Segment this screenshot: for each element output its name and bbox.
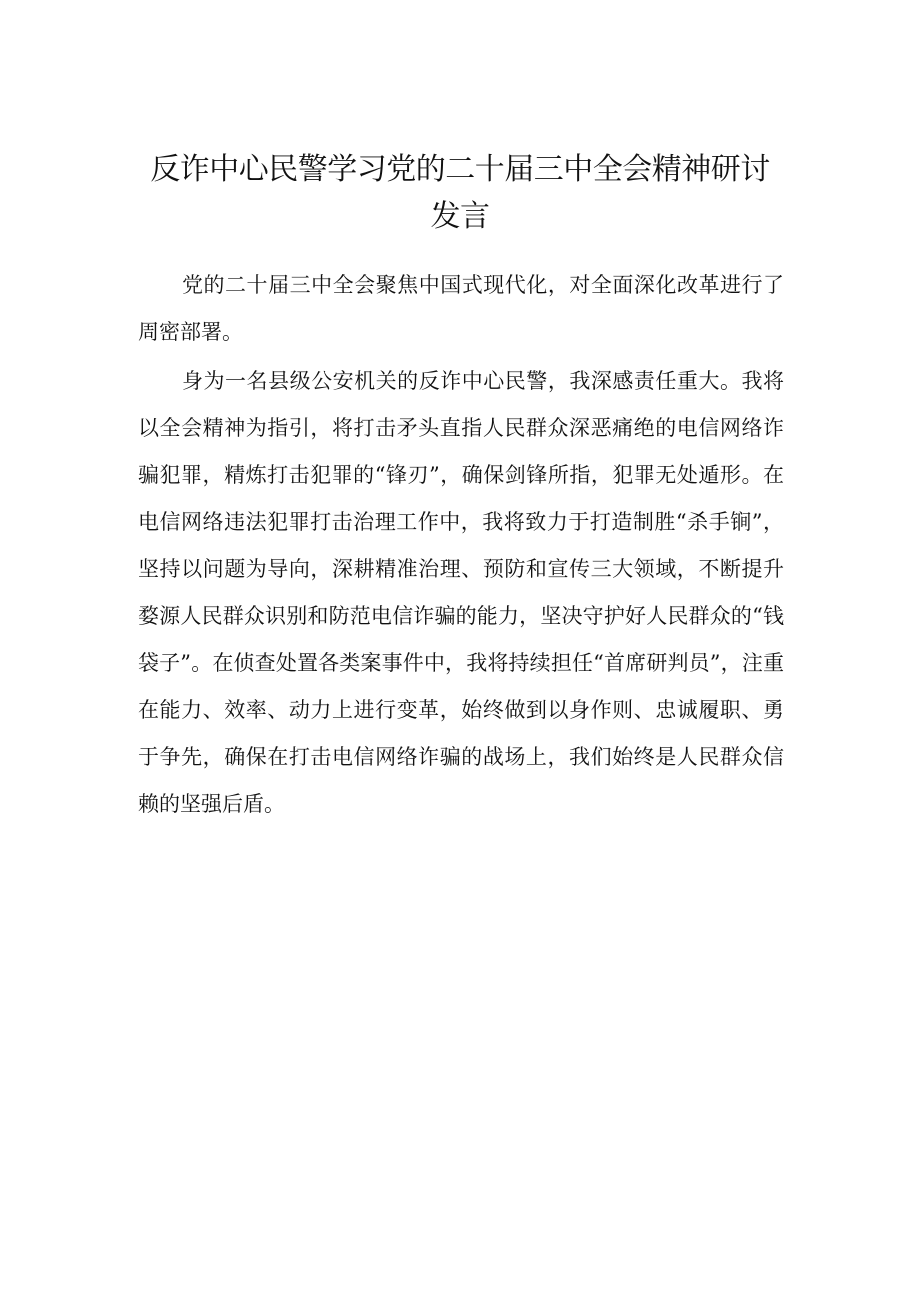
paragraph-1: 党的二十届三中全会聚焦中国式现代化，对全面深化改革进行了周密部署。	[138, 273, 784, 344]
paragraph-2: 身为一名县级公安机关的反诈中心民警，我深感责任重大。我将以全会精神为指引，将打击矛头直指人民群众深恶痛绝的电信网络诈骗犯罪，精炼打击犯罪的“锋刃”，确保剑锋所指，犯罪无处遁形。在电信网络违法犯罪打击治理工作中，我将致力于打造制胜“杀手锏”，坚持以问题为导向，深耕精准治理、预防和宣传三大领域，不断提升婺源人民群众识别和防范电信诈骗的能力，坚决守护好人民群众的“钱袋子”。在侦查处置各类案事件中，我将持续担任“首席研判员”，注重在能力、效率、动力上进行变革，始终做到以身作则、忠诚履职、勇于争先，确保在打击电信网络诈骗的战场上，我们始终是人民群众信赖的坚强后盾。	[138, 369, 784, 816]
document-body	[138, 262, 784, 830]
document-title: 反诈中心民警学习党的二十届三中全会精神研讨发言	[150, 152, 770, 234]
